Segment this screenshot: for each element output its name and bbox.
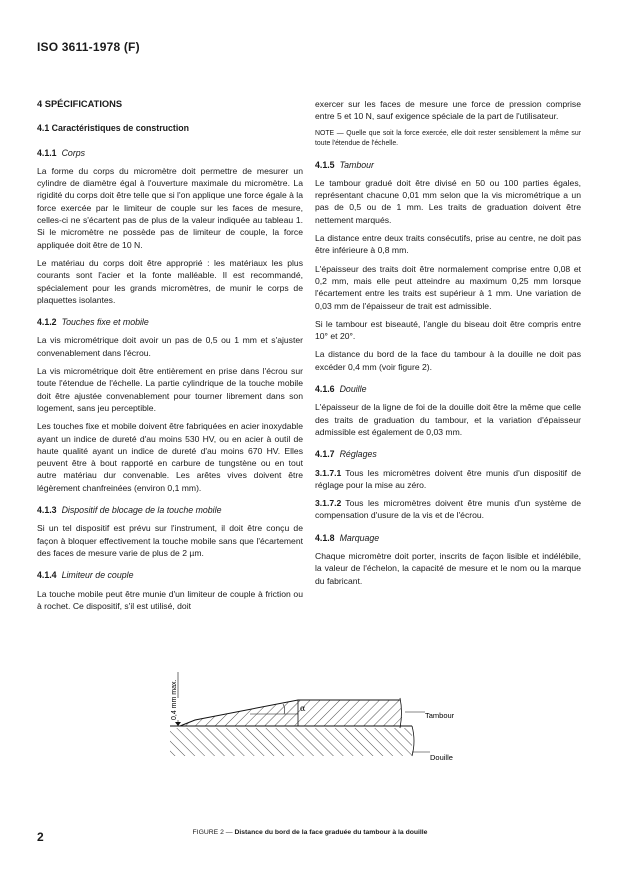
paragraph: La vis micrométrique doit avoir un pas de 0,5 ou 1 mm et s'ajuster convenablement dans l'écrou. xyxy=(37,335,303,358)
paragraph: Le matériau du corps doit être approprié : les matériaux les plus courants sont l'acier et la fonte malléable. Il est recommandé, spécialement pour les grands micromètres, de munir le corps de plaquettes isolantes. xyxy=(37,257,303,305)
dimension-arrow xyxy=(175,722,181,726)
paragraph: Les touches fixe et mobile doivent être fabriquées en acier inoxydable ayant un indice de dureté d'au moins 530 HV, ou en acier à outil de haute qualité ayant un indice de dureté d'au moins 670 HV. Elles peuvent être à bout rapporté en carbure de tungstène ou en tout autre matériau dur convenable. Les arêtes vives doivent être légèrement chanfreinées (environ 0,1 mm). xyxy=(37,421,303,493)
tambour-section xyxy=(180,700,403,726)
section-title: Dispositif de blocage de la touche mobile xyxy=(61,505,222,516)
section-4-1-6-heading xyxy=(315,383,581,395)
clause-text: Tous les micromètres doivent être munis d'un dispositif de réglage pour la mise au zéro. xyxy=(315,467,581,490)
paragraph: La distance du bord de la face du tambour à la douille ne doit pas excéder 0,4 mm (voir figure 2). xyxy=(315,349,581,372)
section-number: 4.1.4 xyxy=(37,570,57,581)
section-4-1-4-heading xyxy=(37,569,303,581)
section-number: 4.1.3 xyxy=(37,505,57,516)
section-4-heading: 4 SPÉCIFICATIONS xyxy=(37,99,123,109)
section-title: Touches fixe et mobile xyxy=(61,317,149,328)
figure-2-diagram xyxy=(150,662,470,792)
section-number: 4.1.6 xyxy=(315,384,335,395)
section-title: Douille xyxy=(339,384,367,395)
section-title: Limiteur de couple xyxy=(61,570,134,581)
douille-label: Douille xyxy=(430,753,453,762)
page-number: 2 xyxy=(37,830,44,844)
right-column xyxy=(315,98,581,593)
paragraph: Chaque micromètre doit porter, inscrits de façon lisible et indélébile, la valeur de l'échelon, la capacité de mesure et le nom ou la marque du fabricant. xyxy=(315,551,581,586)
caption-prefix: FIGURE 2 — xyxy=(192,829,233,836)
section-4-1-7-heading xyxy=(315,448,581,460)
document-header: ISO 3611-1978 (F) xyxy=(37,40,140,54)
section-number: 4.1.5 xyxy=(315,159,335,170)
clause-3-1-7-1 xyxy=(315,467,581,492)
paragraph: Si le tambour est biseauté, l'angle du biseau doit être compris entre 10° et 20°. xyxy=(315,318,581,342)
paragraph: La touche mobile peut être munie d'un limiteur de couple à friction ou à rochet. Ce dispositif, s'il est utilisé, doit xyxy=(37,588,303,611)
section-4-1-3-heading xyxy=(37,504,303,516)
paragraph: L'épaisseur des traits doit être normalement comprise entre 0,08 et 0,2 mm, mais elle peut atteindre au maximum 0,25 mm lorsque l'écartement entre les traits est supérieur à 1 mm. Une variation de 0,03 mm de l'épaisseur de trait est admissible. xyxy=(315,263,581,311)
section-title: Tambour xyxy=(339,159,374,170)
douille-section xyxy=(170,728,412,756)
section-number: 4.1.7 xyxy=(315,449,335,460)
section-title: Réglages xyxy=(339,449,377,460)
caption-text: Distance du bord de la face graduée du tambour à la douille xyxy=(234,829,428,836)
section-number: 4.1.8 xyxy=(315,532,335,543)
clause-number: 3.1.7.1 xyxy=(315,467,342,478)
clause-text: Tous les micromètres doivent être munis d'un système de compensation d'usure de la vis et de l'écrou. xyxy=(315,498,581,521)
section-4-1-8-heading xyxy=(315,532,581,544)
section-4-1-heading: 4.1 Caractéristiques de construction xyxy=(37,123,190,134)
angle-label: α xyxy=(300,704,306,713)
section-title: Marquage xyxy=(339,532,380,543)
paragraph: Si un tel dispositif est prévu sur l'instrument, il doit être conçu de façon à bloquer effectivement la touche mobile sans que l'écartement des faces de mesure varie de plus de 2 µm. xyxy=(37,523,303,558)
paragraph: L'épaisseur de la ligne de foi de la douille doit être la même que celle des traits de graduation du tambour, et la variation d'épaisseur admissible est également de 0,03 mm. xyxy=(315,402,581,437)
section-4-1-5-heading xyxy=(315,159,581,171)
paragraph: La distance entre deux traits consécutifs, prise au centre, ne doit pas être inférieure à 0,8 mm. xyxy=(315,233,581,256)
left-column xyxy=(37,98,303,618)
paragraph: La vis micrométrique doit être entièrement en prise dans l'écrou sur toute l'étendue de l'échelle. La partie cylindrique de la touche mobile doit être ajustée convenablement pour tourner librement dans son logement, sans jeu perceptible. xyxy=(37,366,303,413)
tambour-label: Tambour xyxy=(425,711,455,720)
figure-caption xyxy=(0,829,620,836)
section-number: 4.1.1 xyxy=(37,147,57,158)
paragraph: exercer sur les faces de mesure une force de pression comprise entre 5 et 10 N, sauf exigence spéciale de la part de l'utilisateur. xyxy=(315,99,581,122)
clause-3-1-7-2 xyxy=(315,497,581,522)
section-number: 4.1.2 xyxy=(37,317,57,328)
section-4-1-2-heading xyxy=(37,316,303,328)
clause-number: 3.1.7.2 xyxy=(315,498,342,509)
break-line xyxy=(412,726,414,756)
paragraph: La forme du corps du micromètre doit permettre de mesurer un cylindre de diamètre égal à l'ouverture maximale du micromètre. La rigidité du corps doit être telle que si l'on applique une force égale à la force exercée par le limiteur de couple sur les faces de mesure, celles-ci ne s'écartent pas de plus de la valeur indiquée au tableau 1. Si le micromètre ne possède pas de limiteur de couple, la force appliquée doit être de 10 N. xyxy=(37,165,303,250)
dimension-label: 0,4 mm max. xyxy=(171,679,178,720)
section-4-1-1-heading xyxy=(37,147,303,159)
note: NOTE — Quelle que soit la force exercée, elle doit rester sensiblement la même sur toute l'étendue de l'échelle. xyxy=(315,129,581,147)
section-title: Corps xyxy=(61,147,86,158)
paragraph: Le tambour gradué doit être divisé en 50 ou 100 parties égales, représentant chacune 0,01 mm selon que la vis micrométrique a un pas de 0,5 ou de 1 mm. Les traits de graduation doivent être nettement marqués. xyxy=(315,177,581,225)
